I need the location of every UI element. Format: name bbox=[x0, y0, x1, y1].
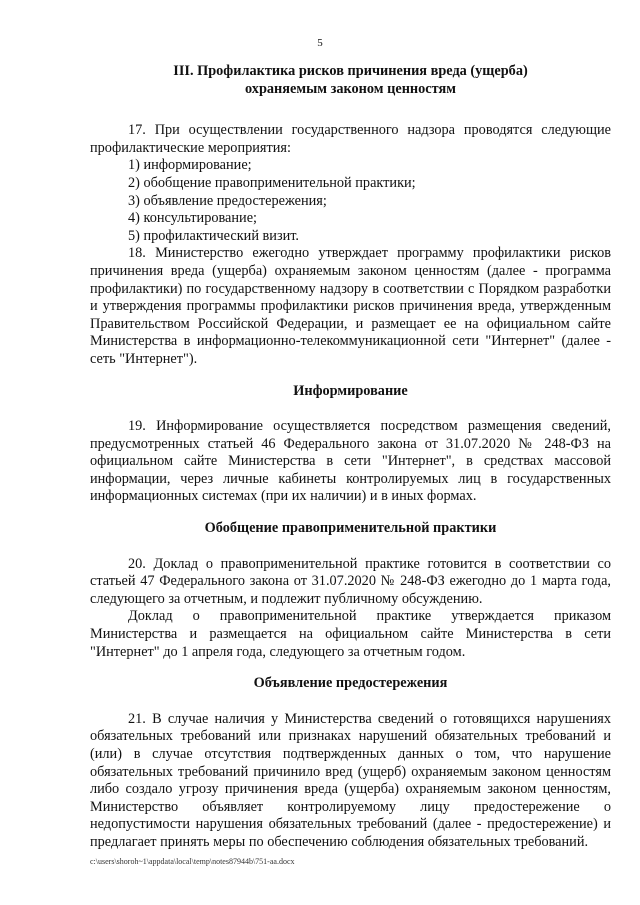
heading-informing: Информирование bbox=[293, 382, 408, 399]
document-body bbox=[90, 63, 611, 852]
heading-warning: Объявление предостережения bbox=[253, 675, 448, 692]
measures-list bbox=[90, 157, 611, 245]
paragraph-17: 17. При осуществлении государственного надзора проводятся следующие профилактические мероприятия: bbox=[90, 122, 611, 156]
list-item: 5) профилактический визит. bbox=[128, 227, 299, 244]
paragraph-20-continued: Доклад о правоприменительной практике утверждается приказом Министерства и размещается на официальном сайте Министерства в сети "Интернет" до 1 апреля года, следующего за отчетным годом. bbox=[90, 608, 611, 660]
paragraph-19: 19. Информирование осуществляется посредством размещения сведений, предусмотренных статьей 46 Федерального закона от 31.07.2020 № 248-ФЗ на официальном сайте Министерства в сети "Интернет", в средствах массовой информации, через личные кабинеты контролируемых лиц в государственных информационных системах (при их наличии) и в иных формах. bbox=[90, 418, 611, 505]
heading-law-practice: Обобщение правоприменительной практики bbox=[204, 520, 497, 537]
paragraph-20: 20. Доклад о правоприменительной практике готовится в соответствии со статьей 47 Федерального закона от 31.07.2020 № 248-ФЗ ежегодно до 1 марта года, следующего за отчетным, и подлежит публичному обсуждению. bbox=[90, 555, 611, 607]
section-title-line-1: III. Профилактика рисков причинения вреда (ущерба) bbox=[173, 63, 528, 79]
footer-file-path: c:\users\shoroh~1\appdata\local\temp\notes87944b\751-aa.docx bbox=[90, 857, 295, 866]
list-item: 1) информирование; bbox=[128, 157, 252, 174]
section-title-line-2: охраняемым законом ценностям bbox=[245, 80, 456, 97]
list-item: 3) объявление предостережения; bbox=[128, 192, 327, 209]
page-number: 5 bbox=[317, 37, 323, 49]
list-item: 4) консультирование; bbox=[128, 210, 258, 227]
paragraph-18: 18. Министерство ежегодно утверждает программу профилактики рисков причинения вреда (ущерба) охраняемым законом ценностям (далее - программа профилактики) по государственному надзору в соответствии с Порядком разработки и утверждения программы профилактики рисков причинения вреда, утвержденным Правительством Российской Федерации, и размещает ее на официальном сайте Министерства в информационно-телекоммуникационной сети "Интернет" (далее - сеть "Интернет"). bbox=[90, 245, 611, 367]
section-title bbox=[90, 63, 611, 98]
paragraph-21: 21. В случае наличия у Министерства сведений о готовящихся нарушениях обязательных требований или признаках нарушений обязательных требований и (или) в случае отсутствия подтвержденных данных о том, что нарушение обязательных требований причинило вред (ущерб) охраняемым законом ценностям либо создало угрозу причинения вреда (ущерба) охраняемым законом ценностям, Министерство объявляет контролируемому лицу предостережение о недопустимости нарушения обязательных требований (далее - предостережение) и предлагает принять меры по обеспечению соблюдения обязательных требований. bbox=[90, 710, 611, 850]
list-item: 2) обобщение правоприменительной практики; bbox=[128, 174, 416, 191]
